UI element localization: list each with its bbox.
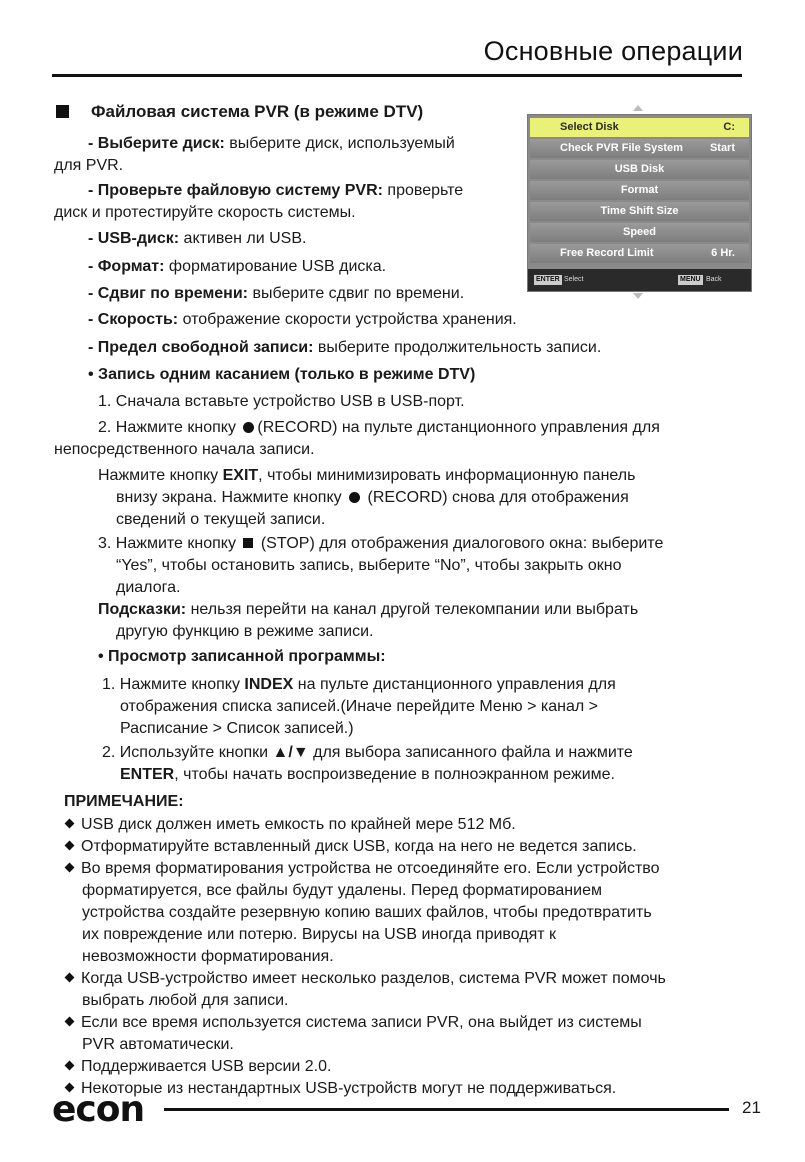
free-record-limit-label: Free Record Limit — [560, 247, 654, 259]
free-record-limit-value: 6 Hr. — [711, 247, 735, 259]
text-line: “Yes”, чтобы остановить запись, выберите “No”, чтобы закрыть окно — [116, 557, 622, 574]
text-line: 2. Используйте кнопки ▲/▼ для выбора записанного файла и нажмите — [102, 744, 633, 761]
text-line: Нажмите кнопку EXIT, чтобы минимизировать информационную панель — [98, 467, 636, 484]
page-header-title: Основные операции — [483, 36, 743, 66]
subsection-title: • Запись одним касанием (только в режиме DTV) — [88, 366, 476, 383]
enter-key-label: Select — [564, 276, 584, 283]
diamond-bullet-icon — [65, 973, 75, 983]
diamond-bullet-icon — [65, 1061, 75, 1071]
menu-row-check-pvr[interactable] — [530, 139, 749, 158]
select-disk-label: Select Disk — [560, 121, 619, 133]
menu-key-badge: MENU — [680, 276, 701, 283]
note-item-cont: выбрать любой для записи. — [82, 992, 289, 1009]
note-item-cont: PVR автоматически. — [82, 1036, 234, 1053]
note-item-cont: устройства создайте резервную копию ваших файлов, чтобы предотвратить — [82, 904, 652, 921]
note-item-cont: форматируется, все файлы будут удалены. Перед форматированием — [82, 882, 602, 899]
text-line: 3. Нажмите кнопку (STOP) для отображения диалогового окна: выберите — [98, 535, 664, 552]
note-item: Когда USB-устройство имеет несколько разделов, система PVR может помочь — [66, 969, 666, 989]
header-divider — [52, 74, 742, 77]
text-line: Расписание > Список записей.) — [120, 720, 354, 737]
note-item: Если все время используется система записи PVR, она выйдет из системы — [66, 1013, 642, 1033]
time-shift-size-label: Time Shift Size — [600, 205, 679, 217]
pvr-settings-menu — [527, 114, 752, 292]
menu-footer — [528, 269, 751, 291]
text-line: непосредственного начала записи. — [54, 441, 315, 458]
record-dot-icon — [243, 422, 254, 433]
footer-divider — [164, 1108, 729, 1111]
text-line: - USB-диск: активен ли USB. — [88, 230, 307, 247]
text-line: - Сдвиг по времени: выберите сдвиг по времени. — [88, 285, 465, 302]
section-title-text: Файловая система PVR (в режиме DTV) — [91, 102, 424, 121]
text-line: отображения списка записей.(Иначе перейдите Меню > канал > — [120, 698, 598, 715]
format-label: Format — [620, 184, 659, 196]
usb-disk-label: USB Disk — [614, 163, 665, 175]
menu-row-usb-disk[interactable] — [530, 160, 749, 179]
square-bullet-icon — [56, 105, 69, 118]
text-line: - Предел свободной записи: выберите продолжительность записи. — [88, 339, 602, 356]
note-item-cont: невозможности форматирования. — [82, 948, 334, 965]
menu-row-free-record-limit[interactable] — [530, 244, 749, 263]
note-item: Во время форматирования устройства не отсоединяйте его. Если устройство — [66, 859, 659, 879]
text-line: 2. Нажмите кнопку (RECORD) на пульте дистанционного управления для — [98, 419, 660, 436]
text-line: - Проверьте файловую систему PVR: проверьте — [88, 182, 464, 199]
check-pvr-value: Start — [709, 142, 735, 154]
stop-square-icon — [243, 538, 253, 548]
page-number: 21 — [742, 1098, 761, 1117]
note-item: Отформатируйте вставленный диск USB, когда на него не ведется запись. — [66, 837, 637, 857]
enter-key-badge: ENTER — [536, 276, 560, 283]
section-title — [56, 102, 423, 122]
note-item: Поддерживается USB версии 2.0. — [66, 1057, 331, 1077]
menu-row-format[interactable] — [530, 181, 749, 200]
text-line: - Формат: форматирование USB диска. — [88, 258, 387, 275]
menu-row-time-shift-size[interactable] — [530, 202, 749, 221]
note-item: Некоторые из нестандартных USB-устройств могут не поддерживаться. — [66, 1079, 616, 1099]
text-line: внизу экрана. Нажмите кнопку (RECORD) снова для отображения — [116, 489, 629, 506]
text-line: Подсказки: нельзя перейти на канал другой телекомпании или выбрать — [98, 601, 639, 618]
text-line: - Скорость: отображение скорости устройства хранения. — [88, 311, 517, 328]
record-dot-icon — [349, 492, 360, 503]
text-line: - Выберите диск: выберите диск, используемый — [88, 135, 455, 152]
text-line: сведений о текущей записи. — [116, 511, 326, 528]
diamond-bullet-icon — [65, 863, 75, 873]
menu-row-select-disk[interactable] — [530, 118, 749, 137]
scroll-down-arrow-icon — [633, 293, 643, 299]
text-line: диск и протестируйте скорость системы. — [54, 204, 356, 221]
check-pvr-label: Check PVR File System — [560, 142, 683, 154]
text-line: ENTER, чтобы начать воспроизведение в полноэкранном режиме. — [120, 766, 615, 783]
note-item: USB диск должен иметь емкость по крайней мере 512 Мб. — [66, 815, 516, 835]
scroll-up-arrow-icon — [633, 105, 643, 111]
menu-key-label: Back — [706, 276, 722, 283]
select-disk-value: C: — [723, 121, 735, 133]
subsection-title: • Просмотр записанной программы: — [98, 648, 386, 665]
text-line: диалога. — [116, 579, 181, 596]
note-item-cont: их повреждение или потерю. Вирусы на USB иногда приводят к — [82, 926, 557, 943]
note-title: ПРИМЕЧАНИЕ: — [64, 793, 184, 810]
text-line: 1. Сначала вставьте устройство USB в USB-порт. — [98, 393, 465, 410]
diamond-bullet-icon — [65, 1017, 75, 1027]
text-line: для PVR. — [54, 157, 124, 174]
diamond-bullet-icon — [65, 841, 75, 851]
speed-label: Speed — [622, 226, 656, 238]
econ-logo: econ — [52, 1089, 145, 1130]
diamond-bullet-icon — [65, 819, 75, 829]
text-line: другую функцию в режиме записи. — [116, 623, 374, 640]
text-line: 1. Нажмите кнопку INDEX на пульте дистанционного управления для — [102, 676, 616, 693]
menu-row-speed[interactable] — [530, 223, 749, 242]
